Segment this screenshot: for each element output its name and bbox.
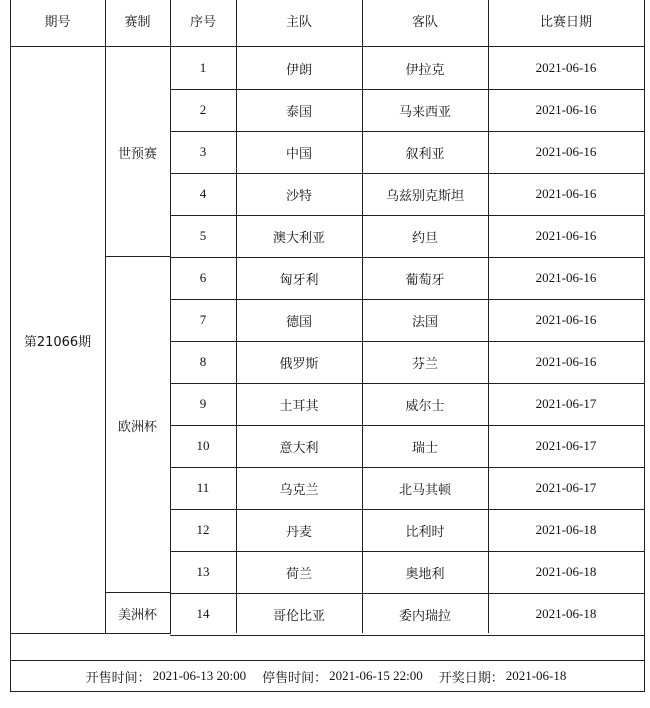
cell-match-date: 2021-06-16 xyxy=(535,312,597,327)
grid-line xyxy=(170,635,645,636)
grid-line xyxy=(105,633,171,634)
grid-line xyxy=(105,46,106,633)
cell-away-team: 芬兰 xyxy=(411,356,438,372)
cell-away-team: 瑞士 xyxy=(411,440,438,456)
grid-line xyxy=(170,341,645,342)
header-date: 比赛日期 xyxy=(539,14,592,30)
cell-away-team: 奥地利 xyxy=(405,566,445,582)
period-cell: 第21066期 xyxy=(23,334,92,350)
grid-line xyxy=(10,633,106,634)
cell-home-team: 乌克兰 xyxy=(279,482,319,498)
cell-seq: 6 xyxy=(199,270,207,285)
grid-line xyxy=(488,46,489,633)
cell-away-team: 比利时 xyxy=(405,524,445,540)
cell-home-team: 中国 xyxy=(285,146,312,162)
cell-match-date: 2021-06-16 xyxy=(535,186,597,201)
sale-stop-label: 停售时间： xyxy=(262,670,328,686)
cell-home-team: 德国 xyxy=(285,314,312,330)
sale-start-time: 2021-06-13 20:00 xyxy=(152,668,247,683)
cell-seq: 13 xyxy=(196,564,210,579)
grid-line xyxy=(170,257,645,258)
cell-away-team: 威尔士 xyxy=(405,398,445,414)
grid-line xyxy=(170,173,645,174)
grid-line xyxy=(170,131,645,132)
cell-home-team: 沙特 xyxy=(285,188,312,204)
cell-away-team: 葡萄牙 xyxy=(405,272,445,288)
cell-home-team: 哥伦比亚 xyxy=(272,608,325,624)
grid-line xyxy=(170,467,645,468)
grid-line xyxy=(170,425,645,426)
group-world-qualifier: 世预赛 xyxy=(117,146,157,162)
cell-seq: 14 xyxy=(196,606,210,621)
draw-date-label: 开奖日期： xyxy=(438,670,504,686)
grid-line xyxy=(362,46,363,633)
cell-home-team: 意大利 xyxy=(279,440,319,456)
cell-match-date: 2021-06-16 xyxy=(535,102,597,117)
cell-away-team: 叙利亚 xyxy=(405,146,445,162)
grid-line xyxy=(644,0,645,692)
grid-line xyxy=(170,0,171,46)
cell-seq: 10 xyxy=(196,438,210,453)
cell-seq: 3 xyxy=(199,144,207,159)
cell-match-date: 2021-06-16 xyxy=(535,354,597,369)
cell-match-date: 2021-06-17 xyxy=(535,480,597,495)
cell-match-date: 2021-06-16 xyxy=(535,270,597,285)
cell-away-team: 马来西亚 xyxy=(398,104,451,120)
cell-seq: 5 xyxy=(199,228,207,243)
cell-away-team: 约旦 xyxy=(411,230,438,246)
sale-start-label: 开售时间： xyxy=(85,670,151,686)
grid-line xyxy=(488,0,489,46)
cell-home-team: 荷兰 xyxy=(285,566,312,582)
header-away: 客队 xyxy=(411,14,438,30)
cell-seq: 4 xyxy=(199,186,207,201)
grid-line xyxy=(362,0,363,46)
cell-home-team: 匈牙利 xyxy=(279,272,319,288)
grid-line xyxy=(170,89,645,90)
header-period: 期号 xyxy=(44,14,71,30)
cell-home-team: 澳大利亚 xyxy=(272,230,325,246)
sale-info-footer xyxy=(10,660,644,692)
cell-home-team: 丹麦 xyxy=(285,524,312,540)
cell-match-date: 2021-06-18 xyxy=(535,564,597,579)
cell-match-date: 2021-06-17 xyxy=(535,438,597,453)
header-seq: 序号 xyxy=(189,14,216,30)
cell-home-team: 俄罗斯 xyxy=(279,356,319,372)
grid-line xyxy=(170,299,645,300)
grid-line xyxy=(170,593,645,594)
cell-home-team: 泰国 xyxy=(285,104,312,120)
cell-seq: 1 xyxy=(199,60,207,75)
cell-away-team: 伊拉克 xyxy=(405,62,445,78)
group-copa-america: 美洲杯 xyxy=(117,607,157,623)
draw-date: 2021-06-18 xyxy=(505,668,567,683)
cell-match-date: 2021-06-16 xyxy=(535,60,597,75)
grid-line xyxy=(105,0,106,46)
grid-line xyxy=(236,46,237,633)
cell-match-date: 2021-06-18 xyxy=(535,606,597,621)
cell-home-team: 伊朗 xyxy=(285,62,312,78)
cell-match-date: 2021-06-16 xyxy=(535,228,597,243)
grid-line xyxy=(105,256,171,257)
cell-match-date: 2021-06-16 xyxy=(535,144,597,159)
grid-line xyxy=(170,215,645,216)
header-format: 赛制 xyxy=(124,14,151,30)
grid-line xyxy=(105,592,171,593)
grid-line xyxy=(170,551,645,552)
cell-away-team: 北马其顿 xyxy=(398,482,451,498)
cell-match-date: 2021-06-17 xyxy=(535,396,597,411)
cell-seq: 12 xyxy=(196,522,210,537)
sale-stop-time: 2021-06-15 22:00 xyxy=(329,668,423,683)
group-euro-cup: 欧洲杯 xyxy=(117,419,157,435)
cell-seq: 11 xyxy=(196,480,210,495)
cell-seq: 9 xyxy=(199,396,207,411)
header-home: 主队 xyxy=(285,14,312,30)
grid-line xyxy=(10,0,11,692)
grid-line xyxy=(170,509,645,510)
grid-line xyxy=(236,0,237,46)
cell-match-date: 2021-06-18 xyxy=(535,522,597,537)
cell-home-team: 土耳其 xyxy=(279,398,319,414)
cell-away-team: 委内瑞拉 xyxy=(398,608,451,624)
cell-seq: 2 xyxy=(199,102,207,117)
cell-away-team: 乌兹别克斯坦 xyxy=(385,188,464,204)
cell-away-team: 法国 xyxy=(411,314,438,330)
cell-seq: 7 xyxy=(199,312,207,327)
cell-seq: 8 xyxy=(199,354,207,369)
grid-line xyxy=(170,383,645,384)
grid-line xyxy=(170,46,171,633)
